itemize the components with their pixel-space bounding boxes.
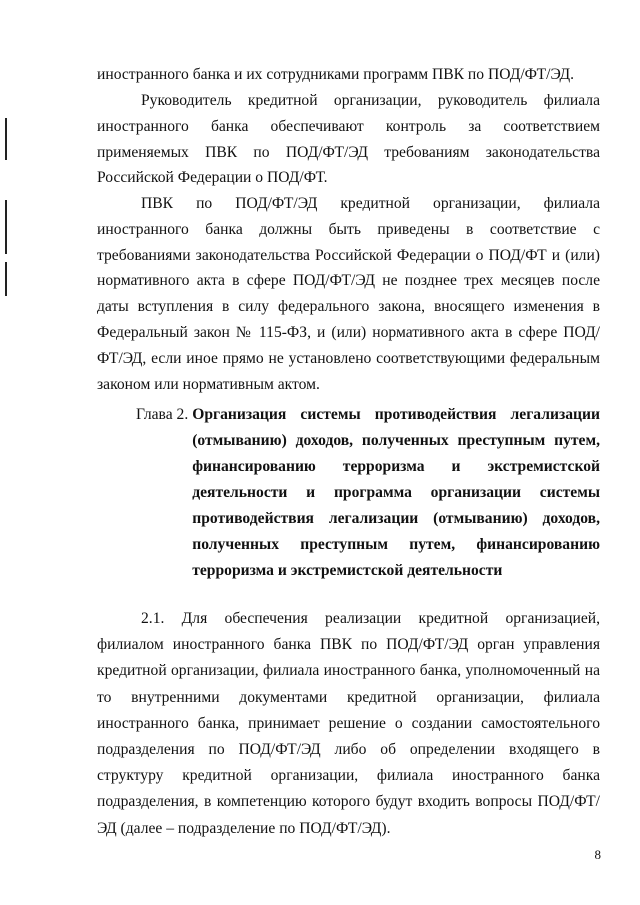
paragraph-text: ПВК по ПОД/ФТ/ЭД кредитной организации, филиала иностранного банка должны быть приведены в соответствие с требованиями законодательства Российской Федерации о ПОД/ФТ и (или) нормативного акта в сфере ПОД/ФТ/ЭД не позднее трех месяцев после даты вступления в силу федерального закона, вносящего изменения в Федеральный закон № 115-ФЗ, и (или) нормативного акта в сфере ПОД/ФТ/ЭД, если иное прямо не установлено соответствующими федеральным законом или нормативным актом.	[97, 195, 600, 393]
paragraph-continuation	[97, 62, 600, 88]
page-number: 8	[594, 847, 601, 862]
revision-margin-bar	[5, 262, 7, 296]
chapter-label: Глава 2.	[136, 406, 189, 423]
chapter-title: Организация системы противодействия легализации (отмыванию) доходов, полученных преступным путем, финансированию терроризма и экстремистской деятельности и программа организации системы противодействия легализации (отмыванию) доходов, полученных преступным путем, финансированию терроризма и экстремистской деятельности	[192, 406, 600, 579]
chapter-heading	[136, 402, 600, 584]
paragraph-text: иностранного банка и их сотрудниками программ ПВК по ПОД/ФТ/ЭД.	[97, 66, 574, 83]
paragraph-compliance-deadline	[97, 191, 600, 397]
revision-margin-bar	[5, 118, 7, 160]
paragraph-text: 2.1. Для обеспечения реализации кредитной организацией, филиалом иностранного банка ПВК по ПОД/ФТ/ЭД орган управления кредитной организации, филиала иностранного банка, уполномоченный на то внутренними документами кредитной организации, филиала иностранного банка, принимает решение о создании самостоятельного подразделения по ПОД/ФТ/ЭД либо об определении входящего в структуру кредитной организации, филиала иностранного банка подразделения, в компетенцию которого будут входить вопросы ПОД/ФТ/ЭД (далее – подразделение по ПОД/ФТ/ЭД).	[97, 610, 600, 837]
paragraph-text: Руководитель кредитной организации, руководитель филиала иностранного банка обеспечивают контроль за соответствием применяемых ПВК по ПОД/ФТ/ЭД требованиям законодательства Российской Федерации о ПОД/ФТ.	[97, 92, 600, 187]
paragraph-section-2-1	[97, 606, 600, 842]
paragraph-control	[97, 88, 600, 191]
revision-margin-bar	[5, 200, 7, 254]
